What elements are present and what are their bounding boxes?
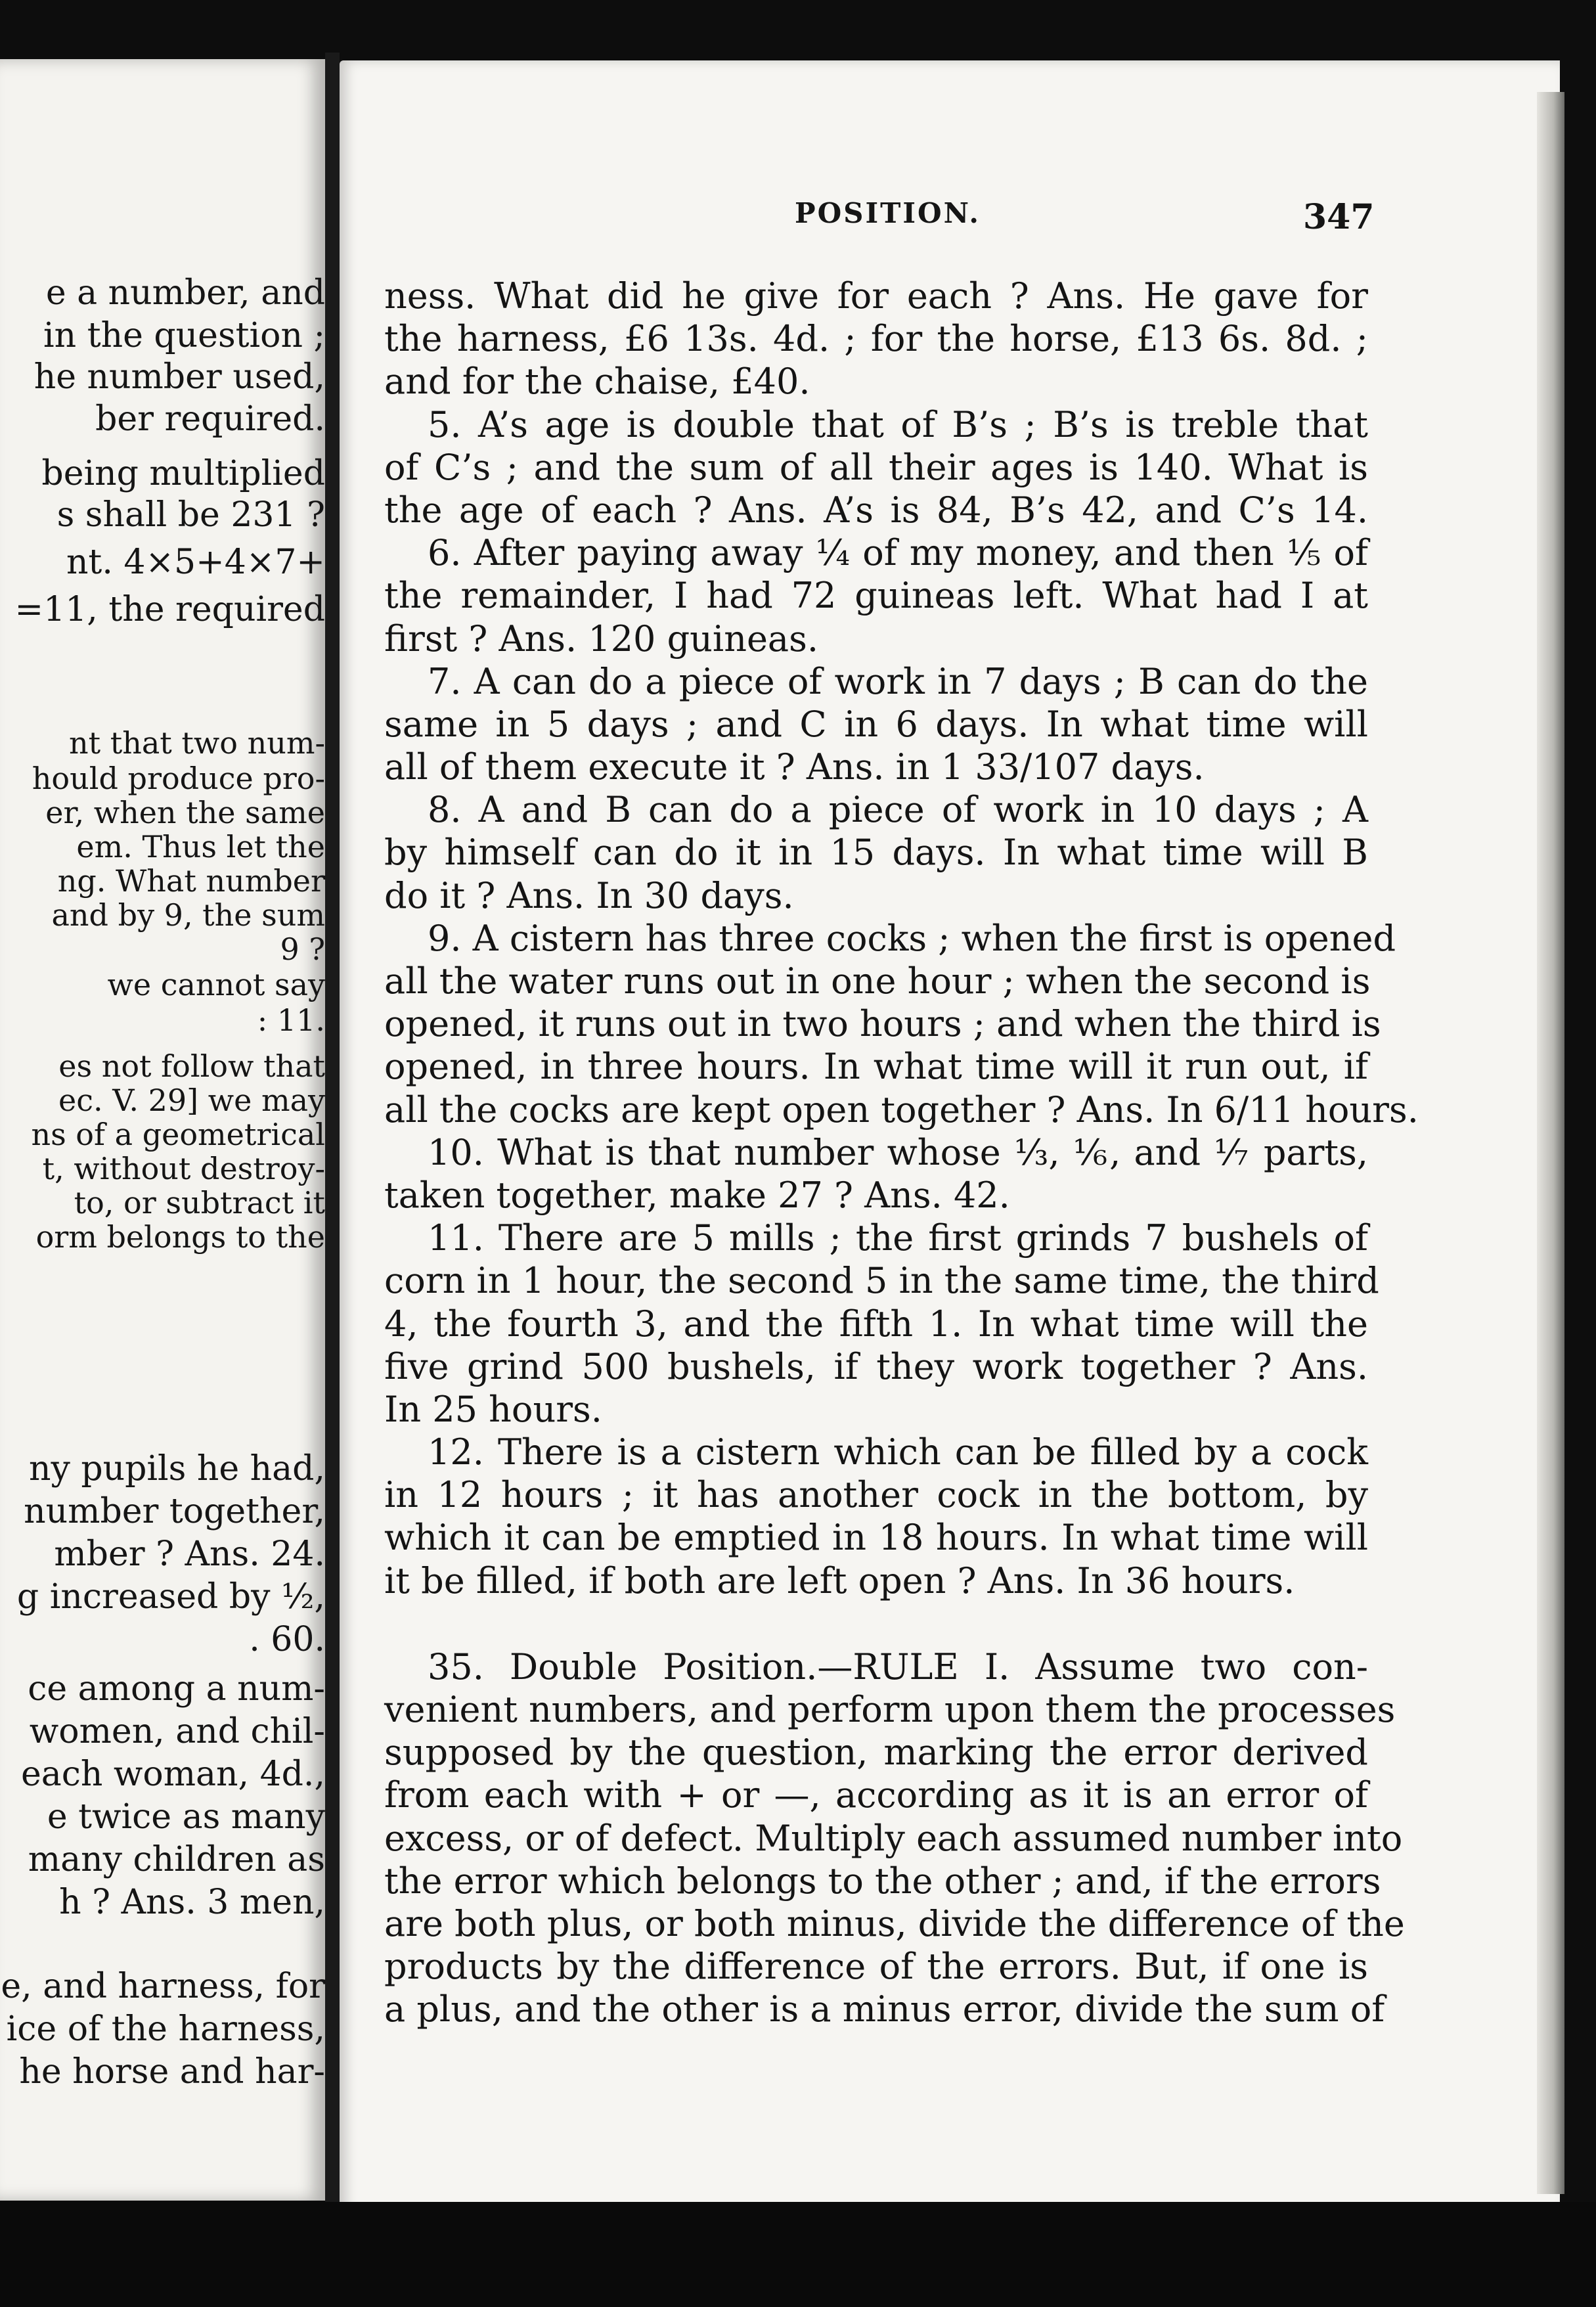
left-line: 9 ? bbox=[280, 931, 325, 967]
left-line: we cannot say bbox=[107, 967, 325, 1002]
left-line: in the question ; bbox=[43, 316, 325, 355]
left-line: nt that two num- bbox=[69, 725, 325, 761]
text-line: 6. After paying away ¼ of my money, and then ⅕ of bbox=[428, 532, 1368, 574]
left-line: to, or subtract it bbox=[74, 1185, 325, 1221]
text-line: 35. Double Position.—RULE I. Assume two con- bbox=[428, 1646, 1368, 1688]
left-line: h ? Ans. 3 men, bbox=[59, 1883, 325, 1922]
text-line: all of them execute it ? Ans. in 1 33/107 days. bbox=[384, 746, 1205, 788]
text-line: the age of each ? Ans. A’s is 84, B’s 42, and C’s 14. bbox=[384, 489, 1368, 531]
left-line: hould produce pro- bbox=[32, 761, 325, 796]
left-line: orm belongs to the bbox=[35, 1219, 325, 1255]
text-line: corn in 1 hour, the second 5 in the same time, the third bbox=[384, 1260, 1379, 1302]
left-line: and by 9, the sum bbox=[51, 897, 325, 933]
left-line: s shall be 231 ? bbox=[56, 495, 325, 535]
text-line: in 12 hours ; it has another cock in the bottom, by bbox=[384, 1474, 1368, 1516]
left-line: e twice as many bbox=[47, 1797, 325, 1837]
text-line: all the water runs out in one hour ; when the second is bbox=[384, 960, 1371, 1002]
text-line: In 25 hours. bbox=[384, 1388, 602, 1430]
left-line: ce among a num- bbox=[28, 1669, 325, 1709]
text-line: the remainder, I had 72 guineas left. What had I at bbox=[384, 575, 1368, 617]
scan-border bbox=[0, 2202, 1596, 2307]
left-line: t, without destroy- bbox=[42, 1151, 325, 1186]
text-line: first ? Ans. 120 guineas. bbox=[384, 617, 818, 660]
text-line: do it ? Ans. In 30 days. bbox=[384, 874, 794, 916]
left-line: mber ? Ans. 24. bbox=[54, 1534, 325, 1574]
left-line: ber required. bbox=[95, 399, 325, 439]
left-line: e, and harness, for bbox=[1, 1967, 325, 2006]
left-line: . 60. bbox=[249, 1620, 325, 1659]
page-edge bbox=[1537, 92, 1564, 2194]
text-line: all the cocks are kept open together ? Ans. In 6/11 hours. bbox=[384, 1088, 1419, 1131]
left-line: e a number, and bbox=[45, 273, 325, 313]
text-line: it be filled, if both are left open ? Ans. In 36 hours. bbox=[384, 1559, 1295, 1601]
text-line: 12. There is a cistern which can be filled by a cock bbox=[428, 1431, 1368, 1473]
text-line: 11. There are 5 mills ; the first grinds 7 bushels of bbox=[428, 1217, 1368, 1259]
text-line: excess, or of defect. Multiply each assumed number into bbox=[384, 1817, 1403, 1859]
text-line: the error which belongs to the other ; and, if the errors bbox=[384, 1860, 1381, 1902]
left-line: g increased by ½, bbox=[16, 1577, 325, 1617]
left-line: : 11. bbox=[257, 1002, 325, 1038]
text-line: 5. A’s age is double that of B’s ; B’s is treble that bbox=[428, 403, 1368, 445]
left-line: ns of a geometrical bbox=[31, 1117, 325, 1152]
left-line: ny pupils he had, bbox=[28, 1449, 325, 1489]
text-line: 8. A and B can do a piece of work in 10 days ; A bbox=[428, 789, 1368, 831]
left-line: nt. 4×5+4×7+ bbox=[66, 543, 325, 582]
text-line: ness. What did he give for each ? Ans. He gave for bbox=[384, 275, 1368, 317]
text-line: 10. What is that number whose ⅓, ⅙, and ⅐ parts, bbox=[428, 1131, 1368, 1173]
body-text bbox=[384, 275, 1419, 2031]
left-line: ng. What number bbox=[57, 863, 325, 899]
text-line: and for the chaise, £40. bbox=[384, 361, 810, 403]
left-line: women, and chil- bbox=[29, 1712, 325, 1751]
page-number: 347 bbox=[1303, 197, 1375, 237]
text-line: from each with + or —, according as it is an error of bbox=[384, 1774, 1368, 1816]
left-line: number together, bbox=[24, 1492, 325, 1531]
text-line: are both plus, or both minus, divide the difference of the bbox=[384, 1902, 1405, 1944]
text-line: venient numbers, and perform upon them the processes bbox=[384, 1689, 1396, 1730]
running-head: POSITION. bbox=[795, 197, 981, 229]
left-line: each woman, 4d., bbox=[20, 1755, 325, 1794]
left-page bbox=[0, 59, 325, 2201]
left-line: many children as bbox=[28, 1840, 325, 1879]
left-line: he horse and har- bbox=[19, 2052, 325, 2092]
text-line: 9. A cistern has three cocks ; when the first is opened bbox=[428, 917, 1396, 959]
text-line: 7. A can do a piece of work in 7 days ; B can do the bbox=[428, 660, 1368, 702]
left-line: being multiplied bbox=[41, 454, 325, 493]
left-line: er, when the same bbox=[45, 795, 325, 830]
text-line: 4, the fourth 3, and the fifth 1. In what time will the bbox=[384, 1303, 1368, 1345]
text-line: of C’s ; and the sum of all their ages is 140. What is bbox=[384, 446, 1368, 488]
left-line: =11, the required bbox=[14, 590, 325, 629]
text-line: which it can be emptied in 18 hours. In what time will bbox=[384, 1517, 1368, 1559]
left-line: ice of the harness, bbox=[6, 2009, 325, 2049]
left-line: he number used, bbox=[33, 357, 325, 397]
text-line: taken together, make 27 ? Ans. 42. bbox=[384, 1174, 1010, 1216]
text-line: products by the difference of the errors. But, if one is bbox=[384, 1946, 1368, 1988]
text-line: opened, in three hours. In what time will it run out, if bbox=[384, 1046, 1368, 1088]
text-line: supposed by the question, marking the error derived bbox=[384, 1732, 1368, 1774]
text-line: opened, it runs out in two hours ; and when the third is bbox=[384, 1003, 1381, 1045]
left-line: em. Thus let the bbox=[76, 829, 325, 864]
left-line: es not follow that bbox=[58, 1048, 325, 1084]
text-line: by himself can do it in 15 days. In what time will B bbox=[384, 832, 1368, 874]
text-line: five grind 500 bushels, if they work together ? Ans. bbox=[384, 1345, 1368, 1387]
text-line: the harness, £6 13s. 4d. ; for the horse, £13 6s. 8d. ; bbox=[384, 318, 1368, 360]
book-spine bbox=[325, 53, 340, 2214]
text-line: a plus, and the other is a minus error, divide the sum of bbox=[384, 1988, 1385, 2030]
text-line: same in 5 days ; and C in 6 days. In what time will bbox=[384, 703, 1368, 745]
left-line: ec. V. 29] we may bbox=[58, 1083, 325, 1118]
